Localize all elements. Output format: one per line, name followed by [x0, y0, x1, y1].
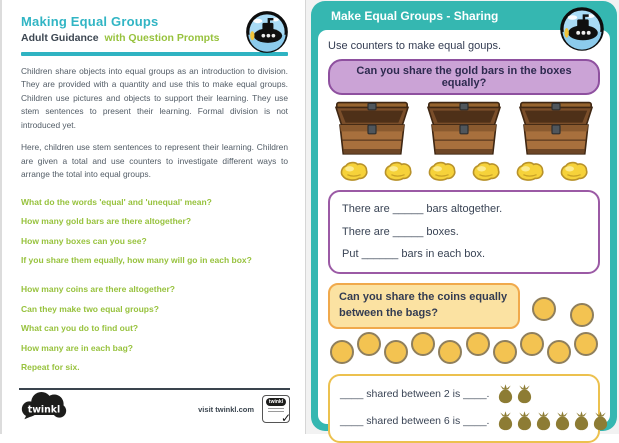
- gold-bar-icon: [338, 160, 370, 182]
- sharing-row-6: [340, 408, 590, 435]
- coins-question-row: [328, 283, 600, 329]
- subtitle-question-prompts: with Question Prompts: [104, 32, 220, 44]
- stem-sentence: There are _____ bars altogether.: [342, 203, 503, 215]
- stem-sentence: There are _____ boxes.: [342, 225, 459, 238]
- page-title: Making Equal Groups: [21, 14, 159, 29]
- money-bag-icon: [516, 411, 533, 431]
- question-prompt: What do the words 'equal' and 'unequal' mean?: [21, 196, 212, 207]
- question-prompts-group-1: [21, 197, 288, 266]
- money-bag-group: [497, 384, 533, 404]
- activity-title: Make Equal Groups - Sharing: [331, 9, 499, 23]
- coin-icon: [357, 332, 381, 356]
- stem-sentence-box-bars: [328, 190, 600, 274]
- badge-logo: twinkl: [266, 398, 286, 406]
- coin-icon: [438, 340, 462, 364]
- coin-icon: [493, 340, 517, 364]
- gold-bar-icon: [426, 160, 458, 182]
- money-bag-icon: [497, 384, 514, 404]
- money-bag-icon: [497, 411, 514, 431]
- gold-bar-row: [328, 160, 600, 182]
- coin-icon: [384, 340, 408, 364]
- money-bag-icon: [535, 411, 552, 431]
- gold-bar-icon: [470, 160, 502, 182]
- coin-icon: [466, 332, 490, 356]
- subtitle-adult-guidance: Adult Guidance: [21, 32, 99, 44]
- question-prompts-group-2: [21, 284, 288, 372]
- guidance-paragraph: Children share objects into equal groups as an introduction to division. They are provided with a quantity and use this to make equal groups. Children use pictures and objects to support their learning. They use stem sentences to present their learning. Formal division is not introduced yet.: [21, 66, 288, 130]
- coin-row: [328, 333, 600, 365]
- coin-icon: [330, 340, 354, 364]
- question-prompt: If you share them equally, how many will go in each box?: [21, 255, 252, 265]
- guidance-paragraph: Here, children use stem sentences to represent their learning. Children are given a total and use counters to investigate different ways to arrange the total into equal groups.: [21, 142, 288, 180]
- treasure-chest-icon: [330, 101, 414, 157]
- twinkl-logo-icon: [19, 392, 69, 426]
- gold-bar-icon: [514, 160, 546, 182]
- sharing-row-2: [340, 381, 590, 408]
- adult-guidance-page: [0, 0, 306, 434]
- submarine-icon: [559, 6, 605, 52]
- svg-text:twinkl: twinkl: [27, 404, 61, 416]
- question-prompt: How many boxes can you see?: [21, 235, 147, 246]
- coin-icon: [520, 332, 544, 356]
- gold-bar-icon: [382, 160, 414, 182]
- question-prompt: How many coins are there altogether?: [21, 284, 175, 294]
- money-bag-icon: [573, 411, 590, 431]
- question-box-gold-bars: Can you share the gold bars in the boxes equally?: [328, 59, 600, 95]
- stem-sentence: ____ shared between 2 is ____.: [340, 388, 490, 401]
- money-bag-icon: [516, 384, 533, 404]
- money-bag-icon: [554, 411, 571, 431]
- question-prompt: How many are in each bag?: [21, 342, 133, 353]
- money-bag-icon: [592, 411, 609, 431]
- stem-sentence: Put ______ bars in each box.: [342, 248, 486, 261]
- coin-icon: [411, 332, 435, 356]
- page-footer: [19, 388, 290, 424]
- coin-group-side: [532, 283, 594, 321]
- treasure-chest-icon: [514, 101, 598, 157]
- gold-bar-icon: [558, 160, 590, 182]
- question-prompt: What can you do to find out?: [21, 323, 139, 333]
- treasure-chest-icon: [422, 101, 506, 157]
- badge-check-icon: ✓: [280, 411, 291, 425]
- stem-sentence: ____ shared between 6 is ____.: [340, 415, 490, 428]
- coin-icon: [570, 303, 594, 327]
- instruction-text: Use counters to make equal goups.: [328, 40, 502, 52]
- coin-icon: [574, 332, 598, 356]
- money-bag-group: [497, 411, 609, 431]
- footer-divider: [19, 388, 290, 390]
- coin-icon: [547, 340, 571, 364]
- coin-icon: [532, 297, 556, 321]
- activity-page: [311, 1, 617, 431]
- visit-twinkl-link[interactable]: visit twinkl.com: [198, 404, 254, 414]
- question-prompt: Can they make two equal groups?: [21, 303, 159, 314]
- submarine-icon: [245, 10, 289, 54]
- stem-sentence-box-sharing: [328, 374, 600, 443]
- question-box-coins: Can you share the coins equally between the bags?: [328, 283, 520, 329]
- question-prompt: How many gold bars are there altogether?: [21, 216, 192, 226]
- twinkl-quality-badge: [262, 395, 290, 423]
- question-prompt: Repeat for six.: [21, 362, 80, 372]
- activity-sheet: [318, 30, 610, 428]
- treasure-chest-row: [328, 101, 600, 157]
